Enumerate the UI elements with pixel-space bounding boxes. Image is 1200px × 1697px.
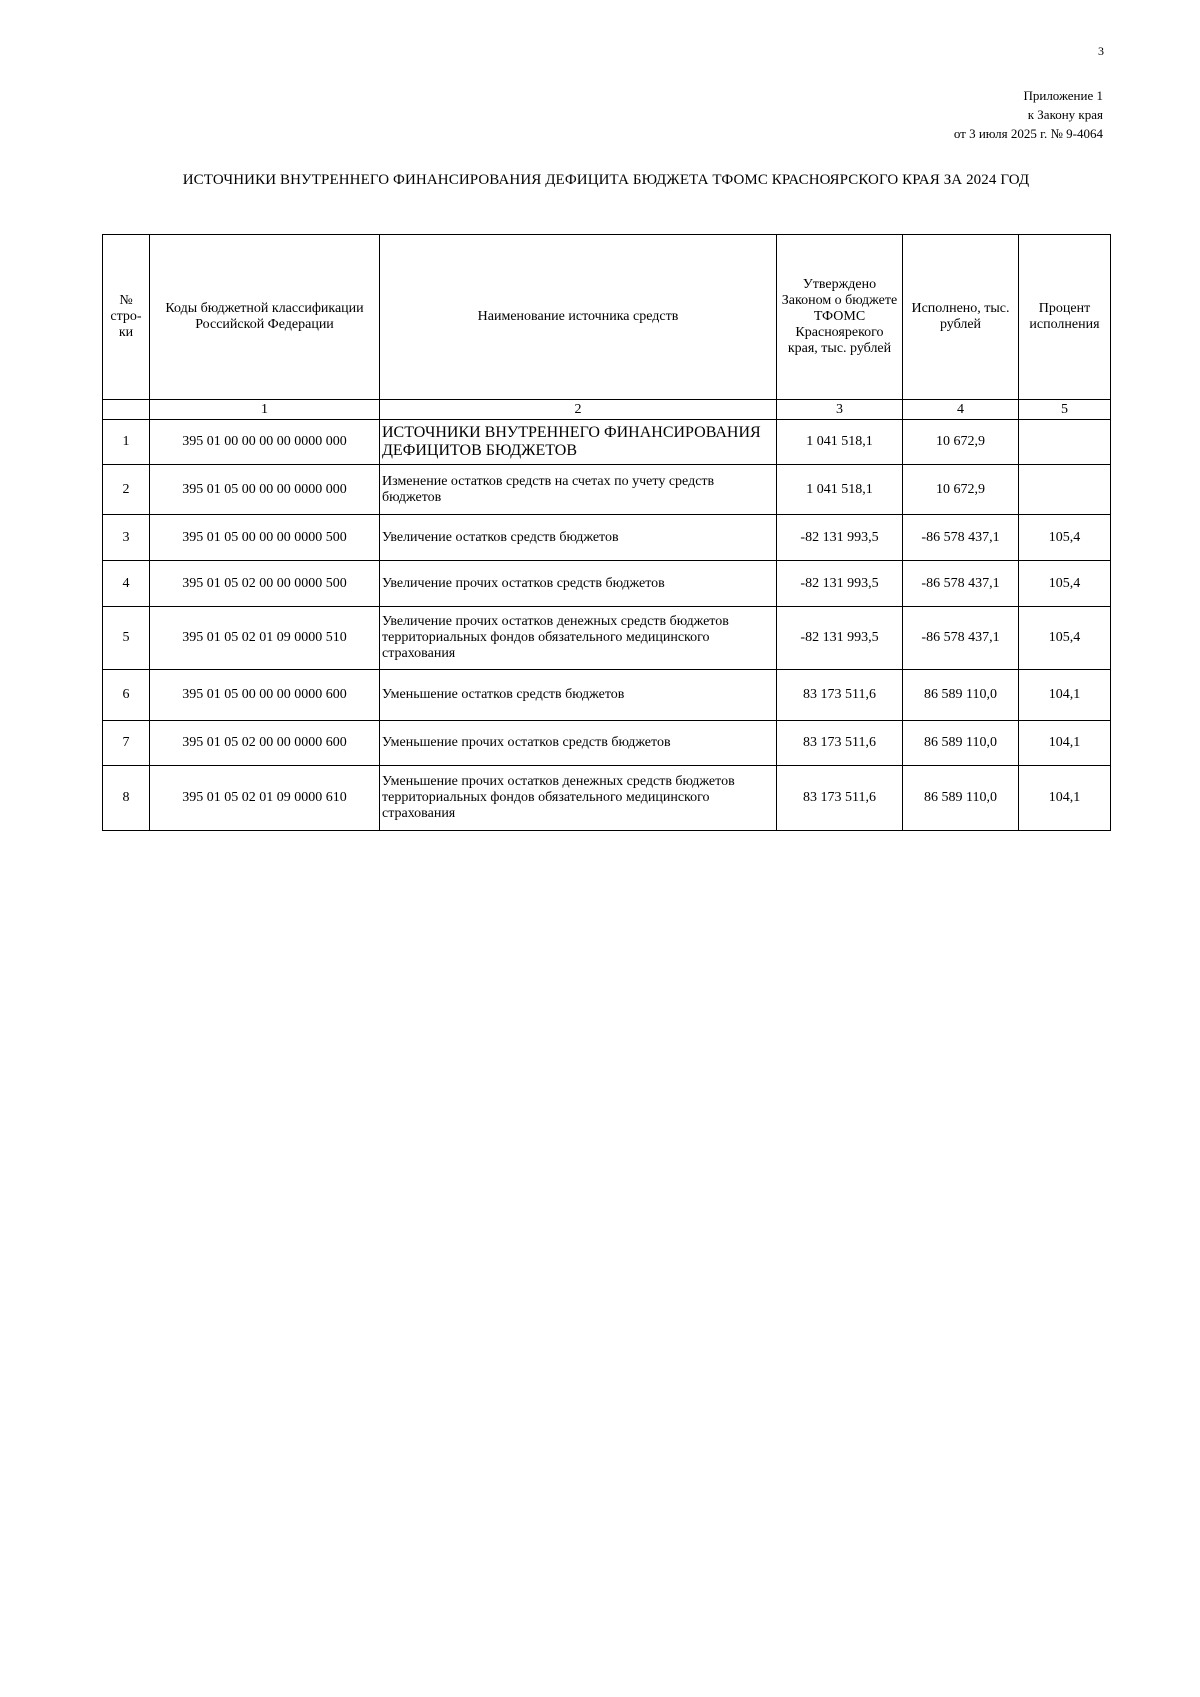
column-number <box>103 400 150 420</box>
header-budget-code: Коды бюджетной классификации Российской Федерации <box>150 235 380 400</box>
source-name: Уменьшение прочих остатков денежных средств бюджетов территориальных фондов обязательного медицинского страхования <box>380 766 777 831</box>
annex-line-2: к Закону края <box>1027 107 1103 122</box>
execution-percent: 104,1 <box>1019 670 1111 721</box>
execution-percent: 104,1 <box>1019 766 1111 831</box>
row-number: 6 <box>103 670 150 721</box>
approved-amount: 83 173 511,6 <box>777 670 903 721</box>
header-executed: Исполнено, тыс. рублей <box>903 235 1019 400</box>
row-number: 1 <box>103 420 150 465</box>
column-number: 2 <box>380 400 777 420</box>
source-name: ИСТОЧНИКИ ВНУТРЕННЕГО ФИНАНСИРОВАНИЯ ДЕФИЦИТОВ БЮДЖЕТОВ <box>380 420 777 465</box>
table-header-row <box>103 235 1111 400</box>
table-row <box>103 561 1111 607</box>
header-source-name: Наименование источника средств <box>380 235 777 400</box>
approved-amount: 83 173 511,6 <box>777 766 903 831</box>
execution-percent: 105,4 <box>1019 515 1111 561</box>
execution-percent: 105,4 <box>1019 561 1111 607</box>
execution-percent: 104,1 <box>1019 721 1111 766</box>
row-number: 3 <box>103 515 150 561</box>
budget-code: 395 01 05 02 00 00 0000 500 <box>150 561 380 607</box>
approved-amount: 1 041 518,1 <box>777 420 903 465</box>
executed-amount: -86 578 437,1 <box>903 515 1019 561</box>
budget-code: 395 01 05 02 01 09 0000 610 <box>150 766 380 831</box>
table-row <box>103 766 1111 831</box>
approved-amount: -82 131 993,5 <box>777 561 903 607</box>
executed-amount: 86 589 110,0 <box>903 721 1019 766</box>
row-number: 5 <box>103 607 150 670</box>
row-number: 4 <box>103 561 150 607</box>
executed-amount: 86 589 110,0 <box>903 766 1019 831</box>
column-number: 5 <box>1019 400 1111 420</box>
table-row <box>103 515 1111 561</box>
approved-amount: -82 131 993,5 <box>777 607 903 670</box>
column-number: 4 <box>903 400 1019 420</box>
annex-line-1: Приложение 1 <box>1023 88 1103 103</box>
annex-line-3: от 3 июля 2025 г. № 9-4064 <box>953 126 1103 141</box>
executed-amount: 10 672,9 <box>903 420 1019 465</box>
source-name: Изменение остатков средств на счетах по учету средств бюджетов <box>380 465 777 515</box>
approved-amount: 1 041 518,1 <box>777 465 903 515</box>
table-row <box>103 721 1111 766</box>
executed-amount: 10 672,9 <box>903 465 1019 515</box>
annex-block <box>954 86 1103 143</box>
executed-amount: -86 578 437,1 <box>903 561 1019 607</box>
budget-code: 395 01 05 00 00 00 0000 600 <box>150 670 380 721</box>
column-number: 1 <box>150 400 380 420</box>
source-name: Увеличение прочих остатков денежных средств бюджетов территориальных фондов обязательного медицинского страхования <box>380 607 777 670</box>
budget-code: 395 01 05 02 00 00 0000 600 <box>150 721 380 766</box>
source-name: Увеличение остатков средств бюджетов <box>380 515 777 561</box>
budget-code: 395 01 00 00 00 00 0000 000 <box>150 420 380 465</box>
header-row-number: № стро-ки <box>103 235 150 400</box>
table-row <box>103 420 1111 465</box>
row-number: 7 <box>103 721 150 766</box>
approved-amount: -82 131 993,5 <box>777 515 903 561</box>
source-name: Увеличение прочих остатков средств бюджетов <box>380 561 777 607</box>
page-number: 3 <box>1098 44 1104 58</box>
financing-sources-table <box>102 234 1111 831</box>
source-name: Уменьшение остатков средств бюджетов <box>380 670 777 721</box>
execution-percent <box>1019 420 1111 465</box>
table-row <box>103 465 1111 515</box>
column-number-row <box>103 400 1111 420</box>
budget-code: 395 01 05 02 01 09 0000 510 <box>150 607 380 670</box>
executed-amount: -86 578 437,1 <box>903 607 1019 670</box>
header-approved: Утверждено Законом о бюджете ТФОМС Красноярекого края, тыс. рублей <box>777 235 903 400</box>
row-number: 2 <box>103 465 150 515</box>
budget-code: 395 01 05 00 00 00 0000 000 <box>150 465 380 515</box>
header-percent: Процент исполнения <box>1019 235 1111 400</box>
source-name: Уменьшение прочих остатков средств бюджетов <box>380 721 777 766</box>
document-title: ИСТОЧНИКИ ВНУТРЕННЕГО ФИНАНСИРОВАНИЯ ДЕФИЦИТА БЮДЖЕТА ТФОМС КРАСНОЯРСКОГО КРАЯ ЗА 2024 ГОД <box>182 172 1030 188</box>
approved-amount: 83 173 511,6 <box>777 721 903 766</box>
execution-percent: 105,4 <box>1019 607 1111 670</box>
executed-amount: 86 589 110,0 <box>903 670 1019 721</box>
row-number: 8 <box>103 766 150 831</box>
budget-code: 395 01 05 00 00 00 0000 500 <box>150 515 380 561</box>
column-number: 3 <box>777 400 903 420</box>
execution-percent <box>1019 465 1111 515</box>
table-row <box>103 607 1111 670</box>
table-row <box>103 670 1111 721</box>
